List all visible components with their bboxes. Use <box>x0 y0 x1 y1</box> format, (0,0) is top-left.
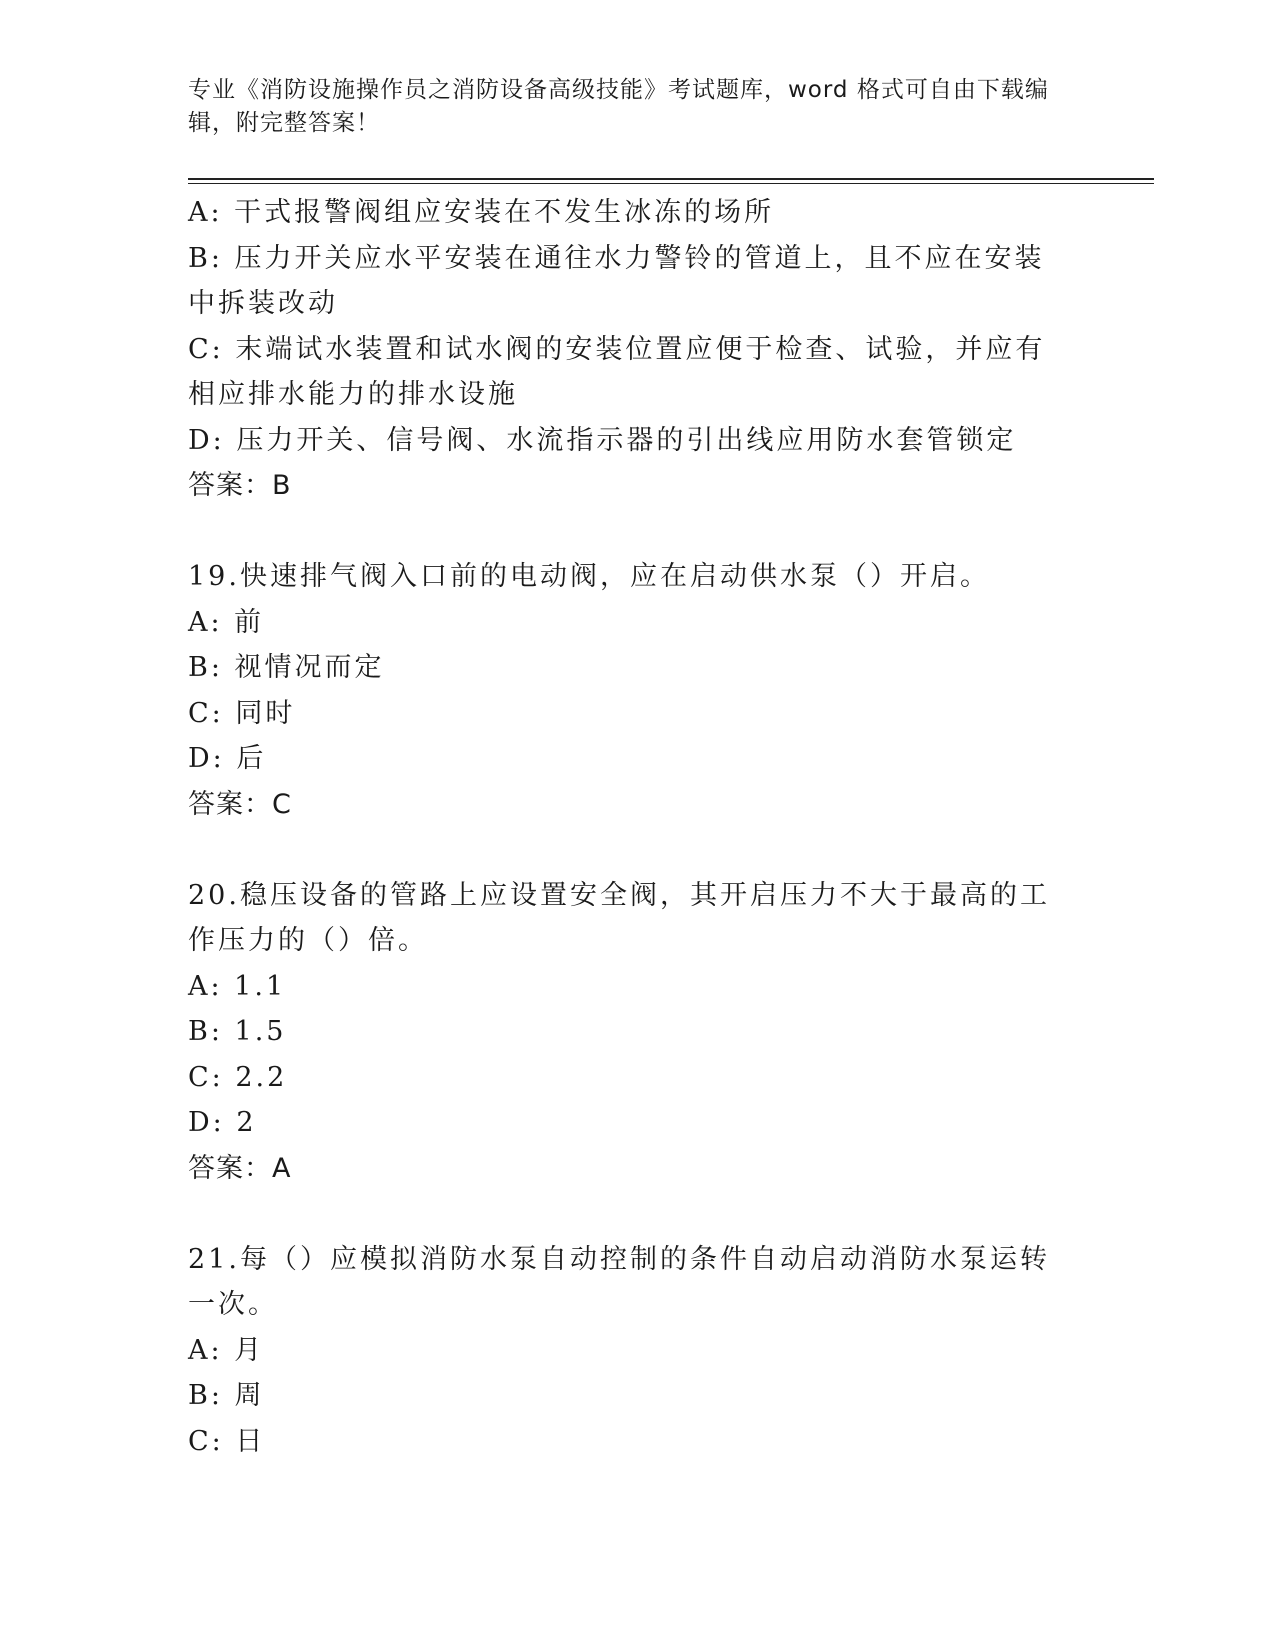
option-c: C: 末端试水装置和试水阀的安装位置应便于检查、试验，并应有相应排水能力的排水设施 <box>188 333 1046 410</box>
spacer <box>188 509 1068 555</box>
option-d: D: 后 <box>188 743 267 774</box>
question-21 <box>188 1237 1068 1465</box>
option-d: D: 压力开关、信号阀、水流指示器的引出线应用防水套管锁定 <box>188 424 1017 456</box>
option-b: B: 周 <box>188 1380 265 1411</box>
header-divider-thick <box>188 178 1154 180</box>
option-a: A: 干式报警阀组应安装在不发生冰冻的场所 <box>188 197 775 228</box>
question-list <box>188 190 1068 1464</box>
option-a: A: 前 <box>188 606 265 638</box>
question-stem: 20.稳压设备的管路上应设置安全阀，其开启压力不大于最高的工作压力的（）倍。 <box>188 879 1050 956</box>
option-b: B: 压力开关应水平安装在通往水力警铃的管道上，且不应在安装中拆装改动 <box>188 242 1045 319</box>
question-stem: 21.每（）应模拟消防水泵自动控制的条件自动启动消防水泵运转一次。 <box>188 1243 1050 1320</box>
option-a: A: 月 <box>188 1334 265 1366</box>
option-c: C: 2.2 <box>188 1061 288 1093</box>
question-stem: 19.快速排气阀入口前的电动阀，应在启动供水泵（）开启。 <box>188 561 990 592</box>
option-a: A: 1.1 <box>188 970 287 1002</box>
answer: 答案：C <box>188 788 292 820</box>
question-19 <box>188 554 1068 827</box>
spacer <box>188 827 1068 873</box>
option-b: B: 1.5 <box>188 1016 287 1047</box>
option-c: C: 同时 <box>188 697 296 729</box>
question-20 <box>188 873 1068 1192</box>
answer: 答案：A <box>188 1152 292 1184</box>
question-18 <box>188 190 1068 509</box>
option-b: B: 视情况而定 <box>188 652 385 683</box>
option-d: D: 2 <box>188 1107 257 1138</box>
option-c: C: 日 <box>188 1425 266 1457</box>
document-header: 专业《消防设施操作员之消防设备高级技能》考试题库，word 格式可自由下载编辑，附完整答案！ <box>188 77 1049 136</box>
spacer <box>188 1191 1068 1237</box>
header-divider-thin <box>188 183 1154 184</box>
answer: 答案：B <box>188 470 292 501</box>
